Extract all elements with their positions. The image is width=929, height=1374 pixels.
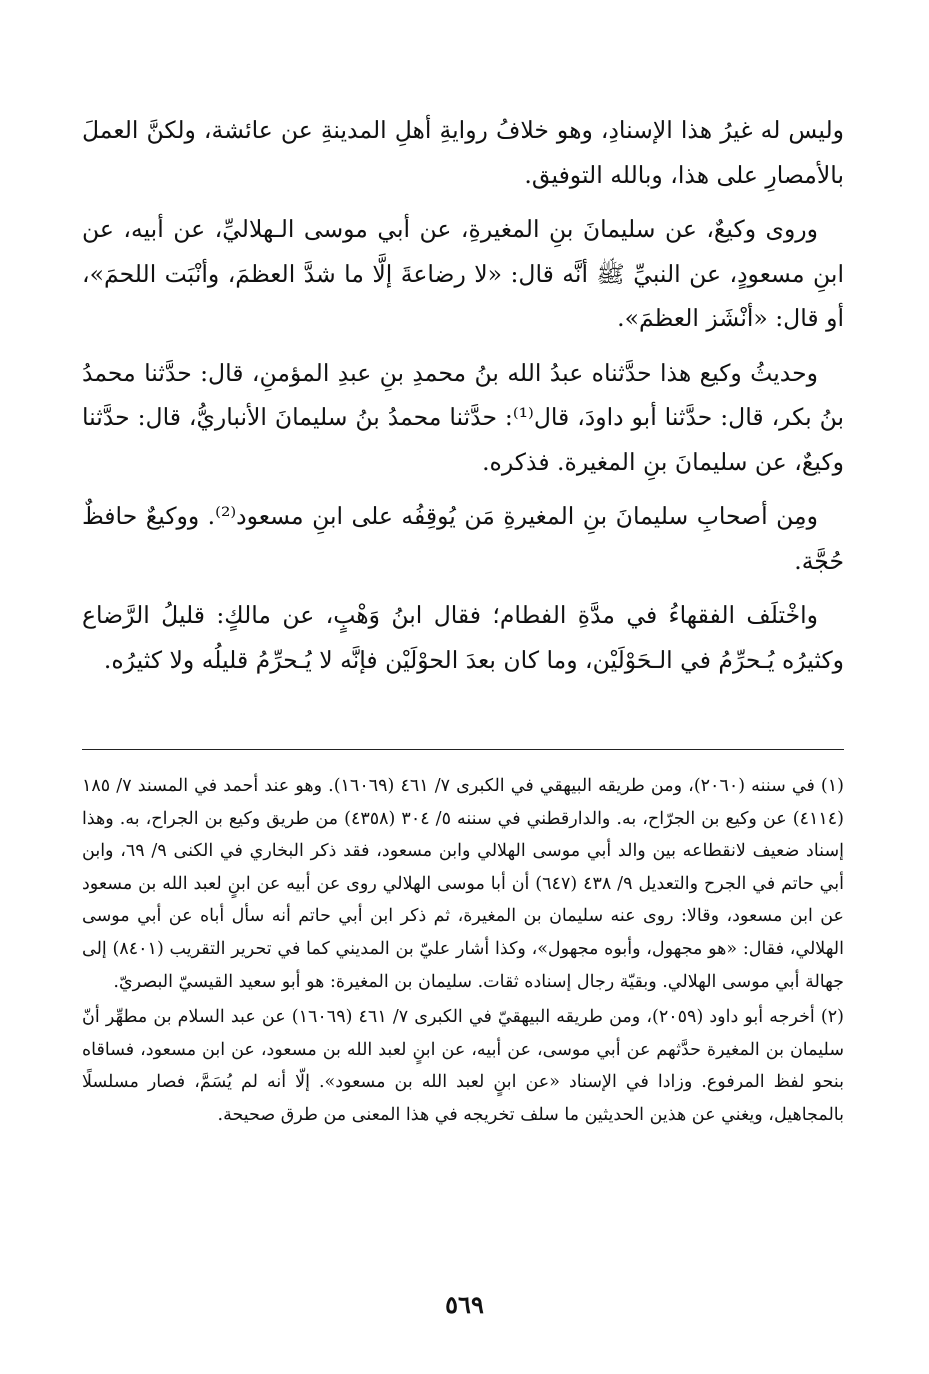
- paragraph-2: وروى وكيعٌ، عن سليمانَ بنِ المغيرةِ، عن أبي موسى الـهلاليِّ، عن أبيه، عن ابنِ مسعودٍ، عن النبيِّ ﷺ أنَّه قال: «لا رضاعةَ إلَّا ما شدَّ العظمَ، وأنْبَت اللحمَ»، أو قال: «أنْشَز العظمَ».: [82, 215, 844, 332]
- paragraph-1: وليس له غيرُ هذا الإسنادِ، وهو خلافُ روايةِ أهلِ المدينةِ عن عائشة، ولكنَّ العملَ بالأمصارِ على هذا، وبالله التوفيق.: [82, 116, 844, 189]
- footnote-2: (٢) أخرجه أبو داود (٢٠٥٩)، ومن طريقه البيهقيّ في الكبرى ٧/ ٤٦١ (١٦٠٦٩) عن عبد السلام بن مطهِّر أنّ سليمان بن المغيرة حدَّثهم عن أبي موسى، عن أبيه، عن ابنٍ لعبد الله بن مسعود، عن ابن مسعود، فساقاه بنحو لفظ المرفوع. وزادا في الإسناد «عن ابنٍ لعبد الله بن مسعود». إلّا أنه لم يُسَمَّ، فصار مسلسلًا بالمجاهيل، ويغني عن هذين الحديثين ما سلف تخريجه في هذا المعنى من طرق صحيحة.: [82, 1007, 844, 1125]
- footnote-1: (١) في سننه (٢٠٦٠)، ومن طريقه البيهقي في الكبرى ٧/ ٤٦١ (١٦٠٦٩). وهو عند أحمد في المسند ٧/ ١٨٥ (٤١١٤) عن وكيع بن الجرّاح، به. والدارقطني في سننه ٥/ ٣٠٤ (٤٣٥٨) من طريق وكيع بن الجراح، به. وهذا إسناد ضعيف لانقطاعه بين والد أبي موسى الهلالي وابن مسعود، فقد ذكر البخاري في الكنى ٩/ ٦٩، وابن أبي حاتم في الجرح والتعديل ٩/ ٤٣٨ (٦٤٧) أن أبا موسى الهلالي روى عن أبيه عن ابنٍ لعبد الله بن مسعود عن ابن مسعود، وقالا: روى عنه سليمان بن المغيرة، ثم ذكر ابن أبي حاتم أنه سأل أباه عن أبي موسى الهلالي، فقال: «هو مجهول، وأبوه مجهول»، وكذا أشار عليّ بن المديني كما في تحرير التقريب (٨٤٠١) إلى جهالة أبي موسى الهلالي. وبقيّة رجال إسناده ثقات. سليمان بن المغيرة: هو أبو سعيد القيسيّ البصريّ.: [82, 776, 845, 992]
- paragraph-5: واخْتلَف الفقهاءُ في مدَّةِ الفطام؛ فقال ابنُ وَهْبٍ، عن مالكٍ: قليلُ الرَّضاع وكثيرُه يُـحرِّمُ في الـحَوْلَيْن، وما كان بعدَ الحوْلَيْن فإنَّه لا يُـحرِّمُ قليلُه ولا كثيرُه.: [82, 601, 844, 674]
- page-number: ٥٦٩: [445, 1290, 484, 1319]
- footnote-separator: [82, 749, 844, 750]
- footnotes: [82, 770, 844, 1135]
- paragraph-4: ومِن أصحابِ سليمانَ بنِ المغيرةِ مَن يُوقِفُه على ابنِ مسعود⁽²⁾. ووكيعٌ حافظٌ حُجَّة.: [82, 502, 844, 575]
- main-text-body: [82, 108, 844, 692]
- paragraph-3: وحديثُ وكيع هذا حدَّثناه عبدُ الله بنُ محمدِ بنِ عبدِ المؤمنِ، قال: حدَّثنا محمدُ بنُ بكر، قال: حدَّثنا أبو داودَ، قال⁽¹⁾: حدَّثنا محمدُ بنُ سليمانَ الأنباريُّ، قال: حدَّثنا وكيعٌ، عن سليمانَ بنِ المغيرة. فذكره.: [82, 358, 845, 476]
